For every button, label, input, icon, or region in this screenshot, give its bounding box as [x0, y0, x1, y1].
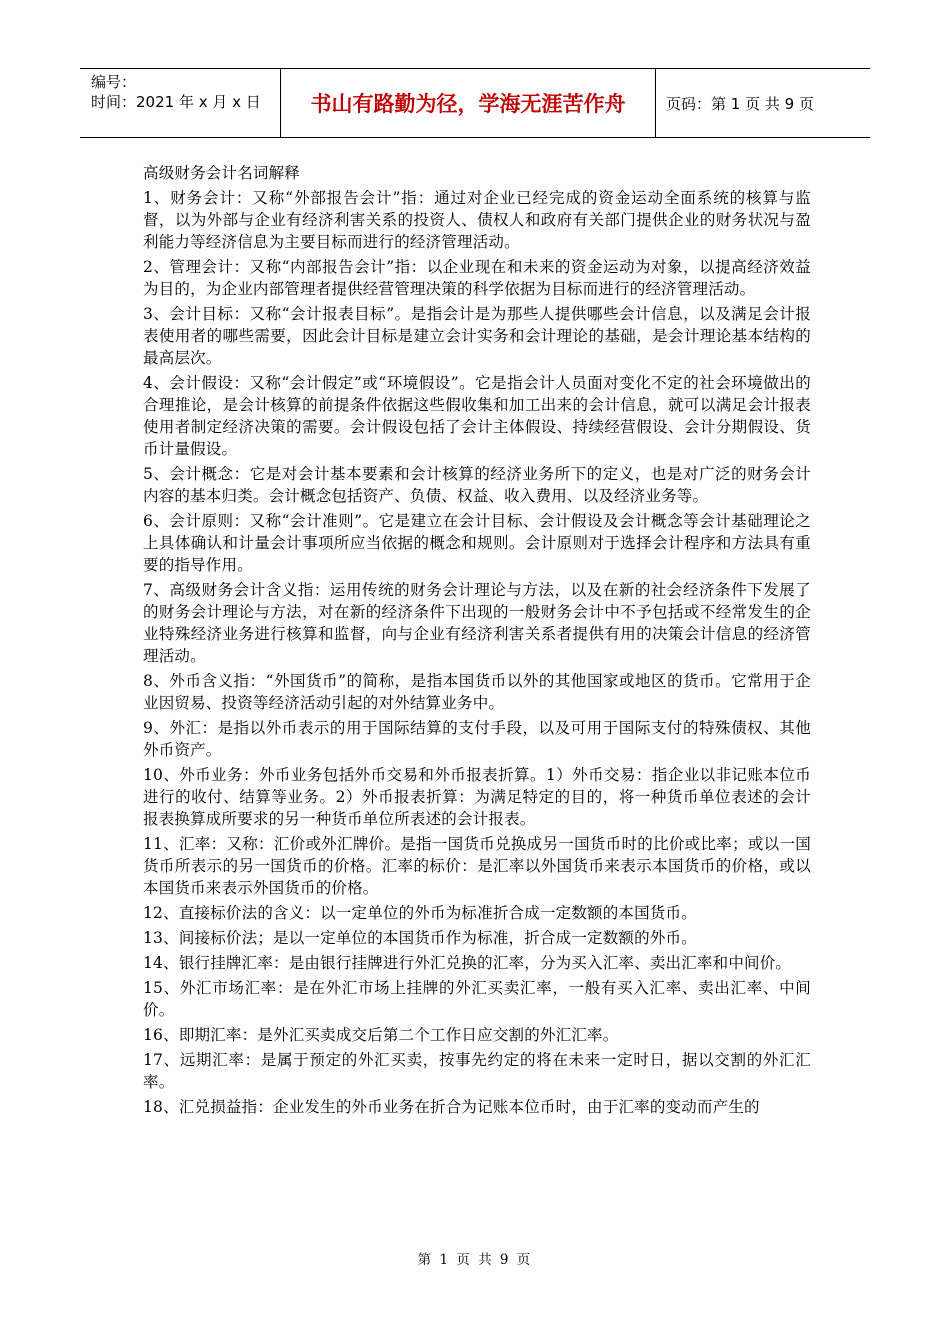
paragraph: 14、银行挂牌汇率：是由银行挂牌进行外汇兑换的汇率，分为买入汇率、卖出汇率和中间价。: [143, 954, 792, 972]
header-meta: [80, 69, 281, 137]
paragraph: 9、外汇：是指以外币表示的用于国际结算的支付手段，以及可用于国际支付的特殊债权、其他外币资产。: [143, 719, 811, 759]
header-page-info: 页码：第 1 页 共 9 页: [666, 94, 814, 113]
header-motto: 书山有路勤为径，学海无涯苦作舟: [281, 69, 656, 137]
document-title: 高级财务会计名词解释: [143, 164, 301, 182]
paragraph: 5、会计概念：它是对会计基本要素和会计核算的经济业务所下的定义，也是对广泛的财务会计内容的基本归类。会计概念包括资产、负债、权益、收入费用、以及经济业务等。: [143, 465, 811, 505]
document-date: 时间：2021 年 x 月 x 日: [91, 93, 261, 111]
paragraph: 10、外币业务：外币业务包括外币交易和外币报表折算。1）外币交易：指企业以非记账本位币进行的收付、结算等业务。2）外币报表折算：为满足特定的目的，将一种货币单位表述的会计报表换算成所要求的另一种货币单位所表述的会计报表。: [143, 766, 811, 828]
paragraph: 16、即期汇率：是外汇买卖成交后第二个工作日应交割的外汇汇率。: [143, 1026, 619, 1044]
paragraph: 1、财务会计：又称“外部报告会计”指：通过对企业已经完成的资金运动全面系统的核算与监督，以为外部与企业有经济利害关系的投资人、债权人和政府有关部门提供企业的财务状况与盈利能力等经济信息为主要目标而进行的经济管理活动。: [143, 189, 811, 251]
paragraph: 2、管理会计：又称“内部报告会计”指：以企业现在和未来的资金运动为对象，以提高经济效益为目的，为企业内部管理者提供经营管理决策的科学依据为目标而进行的经济管理活动。: [143, 258, 811, 298]
paragraph: 13、间接标价法；是以一定单位的本国货币作为标准，折合成一定数额的外币。: [143, 929, 697, 947]
paragraph: 6、会计原则：又称“会计准则”。它是建立在会计目标、会计假设及会计概念等会计基础理论之上具体确认和计量会计事项所应当依据的概念和规则。会计原则对于选择会计程序和方法具有重要的指导作用。: [143, 512, 811, 574]
paragraph: 15、外汇市场汇率：是在外汇市场上挂牌的外汇买卖汇率，一般有买入汇率、卖出汇率、中间价。: [143, 979, 811, 1019]
document-body: [143, 162, 811, 1121]
paragraph: 7、高级财务会计含义指：运用传统的财务会计理论与方法，以及在新的社会经济条件下发展了的财务会计理论与方法，对在新的经济条件下出现的一般财务会计中不予包括或不经常发生的企业特殊经济业务进行核算和监督，向与企业有经济利害关系者提供有用的决策会计信息的经济管理活动。: [143, 581, 811, 665]
document-number-label: 编号：: [91, 73, 137, 91]
paragraph: 4、会计假设：又称“会计假定”或“环境假设”。它是指会计人员面对变化不定的社会环境做出的合理推论，是会计核算的前提条件依据这些假收集和加工出来的会计信息，就可以满足会计报表使用者制定经济决策的需要。会计假设包括了会计主体假设、持续经营假设、会计分期假设、货币计量假设。: [143, 374, 811, 458]
page-footer: 第 1 页 共 9 页: [417, 1252, 533, 1268]
paragraph: 17、远期汇率：是属于预定的外汇买卖，按事先约定的将在未来一定时日，据以交割的外汇汇率。: [143, 1051, 811, 1091]
paragraph: 12、直接标价法的含义：以一定单位的外币为标准折合成一定数额的本国货币。: [143, 904, 697, 922]
paragraph: 8、外币含义指：“外国货币”的简称，是指本国货币以外的其他国家或地区的货币。它常用于企业因贸易、投资等经济活动引起的对外结算业务中。: [143, 672, 811, 712]
paragraph: 18、汇兑损益指：企业发生的外币业务在折合为记账本位币时，由于汇率的变动而产生的: [143, 1098, 760, 1116]
page-header: [80, 68, 870, 138]
paragraph: 11、汇率：又称：汇价或外汇牌价。是指一国货币兑换成另一国货币时的比价或比率；或以一国货币所表示的另一国货币的价格。汇率的标价：是汇率以外国货币来表示本国货币的价格，或以本国货币来表示外国货币的价格。: [143, 835, 811, 897]
paragraph: 3、会计目标：又称“会计报表目标”。是指会计是为那些人提供哪些会计信息，以及满足会计报表使用者的哪些需要，因此会计目标是建立会计实务和会计理论的基础，是会计理论基本结构的最高层次。: [143, 305, 811, 367]
